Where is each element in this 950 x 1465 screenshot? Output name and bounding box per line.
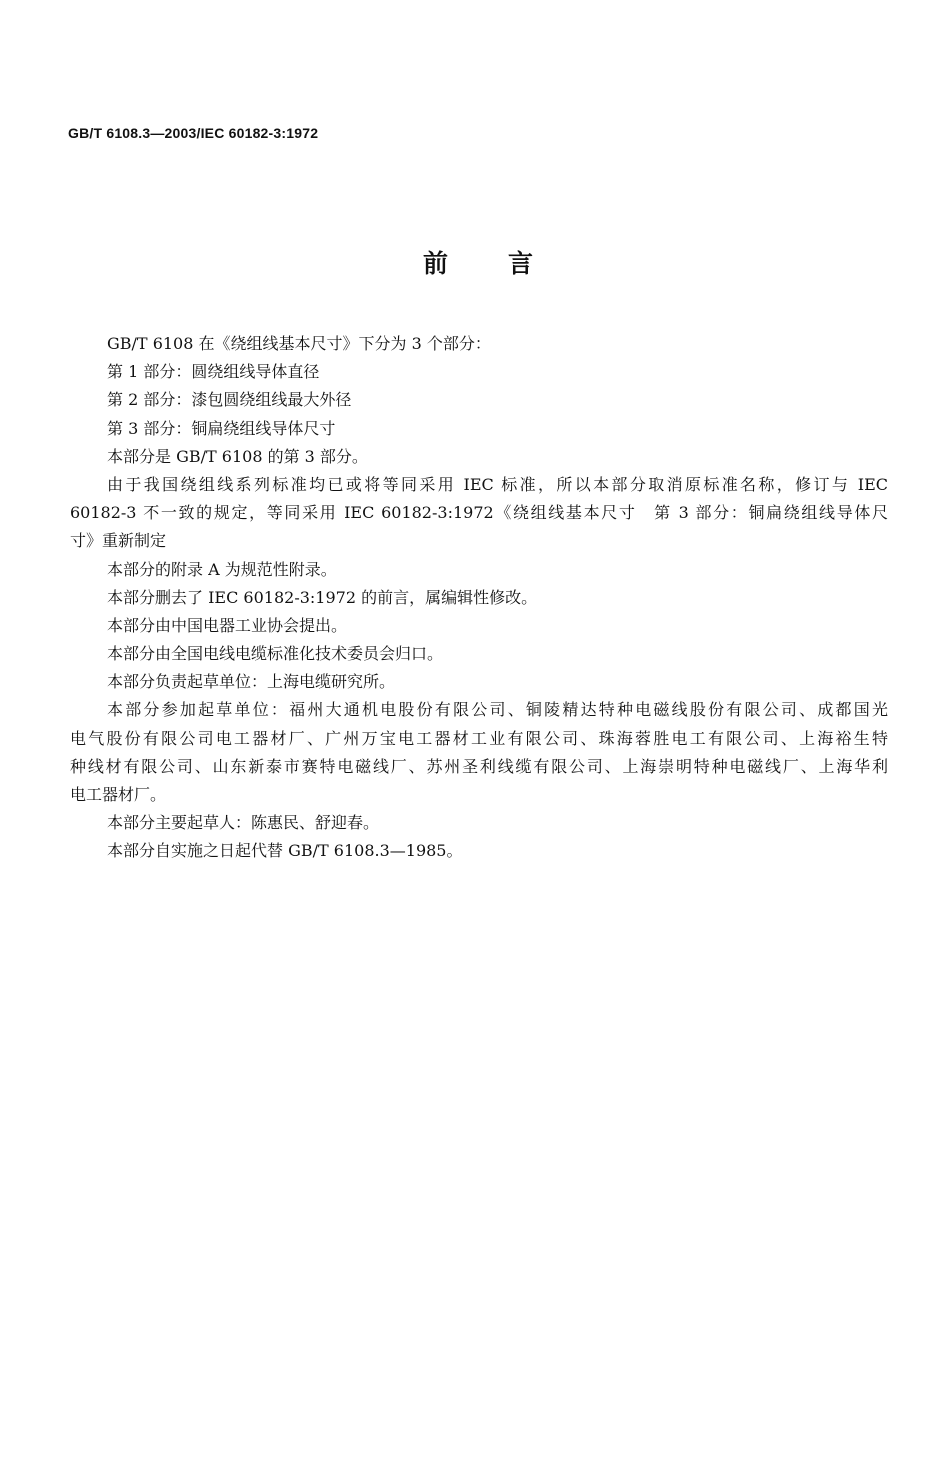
paragraph — [70, 584, 888, 612]
paragraph-line: 第 1 部分：圆绕组线导体直径 — [107, 362, 320, 382]
paragraph — [70, 612, 888, 640]
document-body — [70, 330, 888, 866]
paragraph — [70, 696, 888, 809]
paragraph-line: 寸》重新制定 — [70, 531, 167, 551]
paragraph-line: 本部分是 GB/T 6108 的第 3 部分。 — [107, 446, 368, 466]
paragraph-line: 由于我国绕组线系列标准均已或将等同采用 IEC 标准，所以本部分取消原标准名称，修订与 IEC — [107, 474, 888, 494]
paragraph-line: 本部分的附录 A 为规范性附录。 — [107, 559, 337, 579]
paragraph-line: 本部分参加起草单位：福州大通机电股份有限公司、铜陵精达特种电磁线股份有限公司、成都国光 — [107, 700, 888, 720]
paragraph — [70, 837, 888, 865]
paragraph-line: 种线材有限公司、山东新泰市赛特电磁线厂、苏州圣利线缆有限公司、上海崇明特种电磁线厂、上海华利 — [70, 756, 888, 776]
paragraph-line: 本部分由全国电线电缆标准化技术委员会归口。 — [107, 644, 444, 664]
paragraph-line: GB/T 6108 在《绕组线基本尺寸》下分为 3 个部分： — [107, 334, 491, 353]
paragraph — [70, 386, 888, 414]
paragraph-line: 第 2 部分：漆包圆绕组线最大外径 — [107, 390, 352, 410]
paragraph — [70, 358, 888, 386]
paragraph — [70, 443, 888, 471]
document-header: GB/T 6108.3—2003/IEC 60182-3:1972 — [68, 125, 319, 141]
paragraph — [70, 330, 888, 358]
paragraph-line: 本部分删去了 IEC 60182-3:1972 的前言，属编辑性修改。 — [107, 587, 538, 607]
paragraph — [70, 556, 888, 584]
paragraph — [70, 640, 888, 668]
paragraph — [70, 809, 888, 837]
paragraph-line: 本部分由中国电器工业协会提出。 — [107, 615, 348, 635]
paragraph — [70, 668, 888, 696]
paragraph-line: 电工器材厂。 — [70, 785, 167, 804]
paragraph-line: 电气股份有限公司电工器材厂、广州万宝电工器材工业有限公司、珠海蓉胜电工有限公司、上海裕生特 — [70, 728, 888, 748]
paragraph-line: 本部分主要起草人：陈惠民、舒迎春。 — [107, 813, 380, 833]
paragraph — [70, 415, 888, 443]
paragraph-line: 本部分自实施之日起代替 GB/T 6108.3—1985。 — [107, 841, 463, 861]
paragraph-line: 60182-3 不一致的规定，等同采用 IEC 60182-3:1972《绕组线基本尺寸 第 3 部分：铜扁绕组线导体尺 — [70, 503, 888, 523]
paragraph — [70, 471, 888, 556]
page-title: 前言 — [422, 249, 593, 278]
paragraph-line: 第 3 部分：铜扁绕组线导体尺寸 — [107, 418, 336, 438]
paragraph-line: 本部分负责起草单位：上海电缆研究所。 — [107, 672, 396, 692]
